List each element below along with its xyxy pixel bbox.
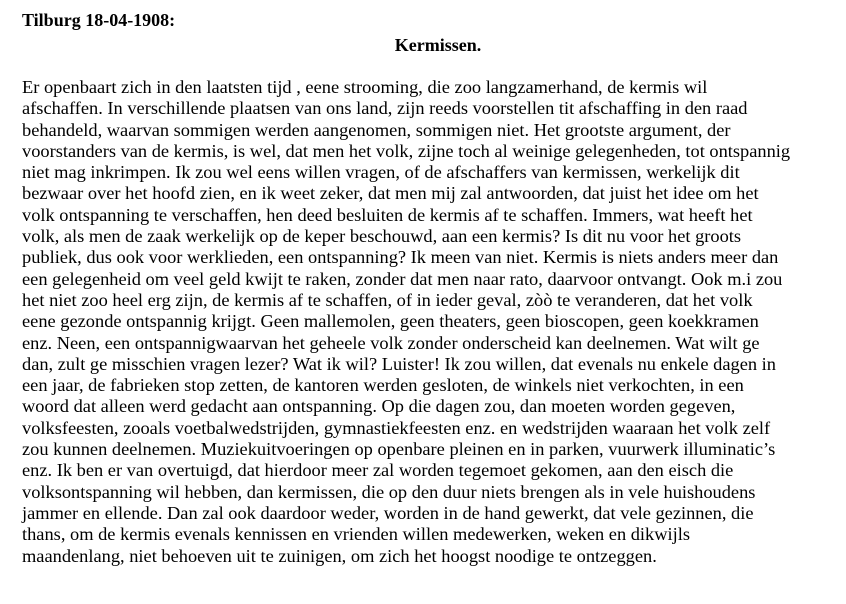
article-title: Kermissen. [394,35,482,55]
body-line: voorstanders van de kermis, is wel, dat men het volk, zijne toch al weinige gelegenheden, tot ontspannig [22,140,791,161]
body-line: behandeld, waarvan sommigen werden aangenomen, sommigen niet. Het grootste argument, der [22,119,731,140]
body-line: volksontspanning wil hebben, dan kermissen, die op den duur niets brengen als in vele huishoudens [22,481,756,502]
body-line: niet mag inkrimpen. Ik zou wel eens willen vragen, of de afschaffers van kermissen, werkelijk dit [22,162,740,183]
body-line: thans, om de kermis evenals kennissen en vrienden willen medewerken, weken en dikwijls [22,524,691,545]
body-line: volksfeesten, zooals voetbalwedstrijden, gymnastiekfeesten enz. en wedstrijden waaraan het volk zelf [22,417,771,438]
body-line: afschaffen. In verschillende plaatsen van ons land, zijn reeds voorstellen tit afschaffing in den raad [22,98,748,119]
article-body [22,77,842,567]
body-line: dan, zult ge misschien vragen lezer? Wat ik wil? Luister! Ik zou willen, dat evenals nu enkele dagen in [22,353,776,374]
body-line: jammer en ellende. Dan zal ook daardoor weder, worden in de hand gewerkt, dat vele gezinnen, die [22,502,754,523]
dateline-heading: Tilburg 18-04-1908: [22,10,176,30]
body-line: enz. Ik ben er van overtuigd, dat hierdoor meer zal worden tegemoet gekomen, aan den eisch die [22,460,734,481]
body-line: een gelegenheid om veel geld kwijt te raken, zonder dat men naar rato, daarvoor ontvangt. Ook m.i zou [22,268,783,289]
body-line: een jaar, de fabrieken stop zetten, de kantoren werden gesloten, de winkels niet verkochten, in een [22,375,744,396]
body-line: zou kunnen deelnemen. Muziekuitvoeringen op openbare pleinen en in parken, vuurwerk illuminatic’s [22,439,776,460]
body-line: volk ontspanning te verschaffen, hen deed besluiten de kermis af te schaffen. Immers, wat heeft het [22,204,753,225]
body-line: bezwaar over het hoofd zien, en ik weet zeker, dat men mij zal antwoorden, dat juist het idee om het [22,183,759,204]
body-line: volk, als men de zaak werkelijk op de keper beschouwd, aan een kermis? Is dit nu voor het groots [22,226,742,247]
body-line: woord dat alleen werd gedacht aan ontspanning. Op die dagen zou, dan moeten worden gegeven, [22,396,736,417]
body-line: enz. Neen, een ontspannigwaarvan het geheele volk zonder onderscheid kan deelnemen. Wat wilt ge [22,332,760,353]
body-line: publiek, dus ook voor werklieden, een ontspanning? Ik meen van niet. Kermis is niets anders meer dan [22,247,779,268]
body-line: het niet zoo heel erg zijn, de kermis af te schaffen, of in ieder geval, zòò te veranderen, dat het volk [22,289,753,310]
body-line: Er openbaart zich in den laatsten tijd , eene strooming, die zoo langzamerhand, de kermis wil [22,77,708,97]
body-line: eene gezonde ontspannig krijgt. Geen mallemolen, geen theaters, geen bioscopen, geen koekkramen [22,311,759,332]
body-line: maandenlang, niet behoeven uit te zuinigen, om zich het hoogst noodige te ontzeggen. [22,545,657,566]
